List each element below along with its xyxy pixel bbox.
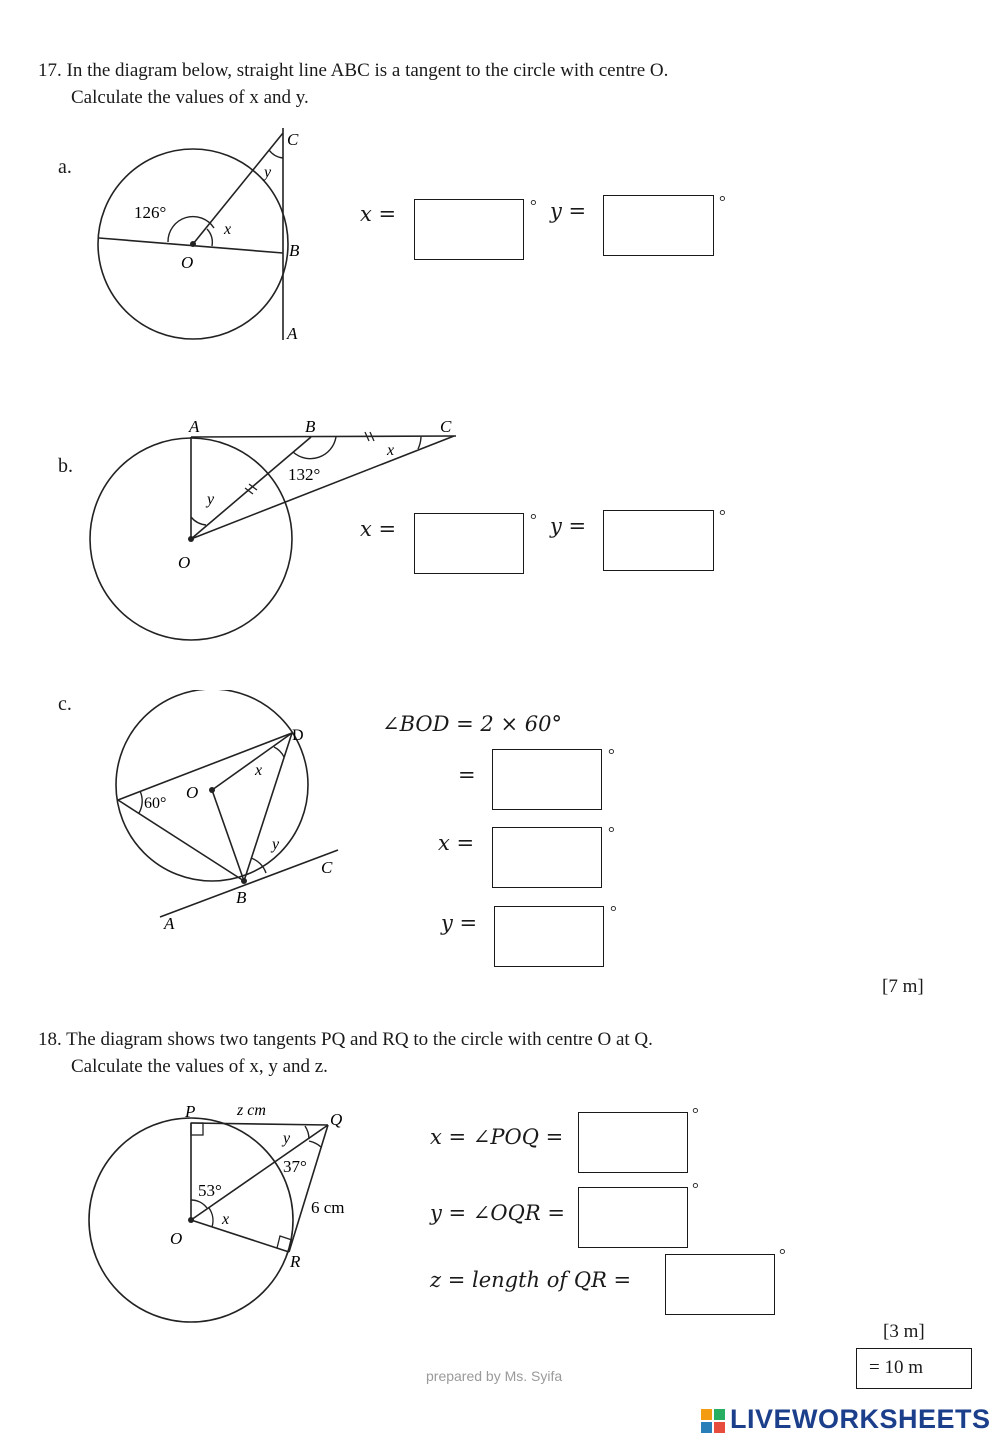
q17b-y-answer-box[interactable]	[603, 510, 714, 571]
prepared-by: prepared by Ms. Syifa	[426, 1368, 563, 1384]
q17a-diagram	[90, 125, 320, 350]
radius-or	[191, 1220, 289, 1252]
q17c-x-eq: x =	[438, 831, 475, 855]
q18-y-answer-box[interactable]	[578, 1187, 688, 1248]
q17c-equals: =	[458, 763, 476, 787]
q17b-label: b.	[58, 455, 73, 477]
y-label: y	[207, 491, 215, 508]
q17a-label: a.	[58, 156, 72, 178]
p-label: P	[185, 1102, 196, 1121]
tangent-pq	[191, 1123, 328, 1125]
a-label: A	[287, 324, 298, 343]
q17-line2: Calculate the values of x and y.	[71, 87, 309, 108]
angle-37-label: 37°	[283, 1157, 307, 1176]
q17a-x-answer-box[interactable]	[414, 199, 524, 260]
tangent-line	[160, 850, 338, 917]
d-label: D	[292, 727, 304, 744]
centre-dot	[209, 787, 215, 793]
x-label: x	[255, 762, 263, 779]
q17c-diagram	[108, 690, 348, 940]
angle-53-label: 53°	[198, 1181, 222, 1200]
q17a-y-eq: y =	[550, 199, 587, 223]
q18-line2: Calculate the values of x, y and z.	[71, 1056, 328, 1077]
q18-y-degree: °	[692, 1179, 699, 1198]
q17c-label: c.	[58, 693, 72, 715]
x-label: x	[224, 221, 232, 238]
q18-y-eq: y = ∠OQR =	[430, 1201, 565, 1225]
b-label: B	[236, 888, 247, 907]
centre-dot	[188, 536, 194, 542]
q17b-x-degree: °	[530, 510, 537, 529]
tangent-line	[191, 436, 456, 437]
o-label: O	[170, 1229, 183, 1248]
angle-60-label: 60°	[144, 795, 167, 812]
y-label: y	[264, 164, 272, 181]
q17-marks: [7 m]	[882, 976, 924, 997]
q18-z-degree: °	[779, 1245, 786, 1264]
score-box: = 10 m	[856, 1348, 972, 1389]
q17b-x-eq: x =	[360, 517, 397, 541]
o-label: O	[178, 553, 191, 572]
a-label: A	[189, 417, 200, 436]
q18-x-degree: °	[692, 1104, 699, 1123]
chord-ed	[118, 733, 292, 800]
x-label: x	[222, 1211, 230, 1228]
q17a-x-eq: x =	[360, 202, 397, 226]
radius-od	[212, 733, 292, 790]
q17c-y-eq: y =	[441, 911, 478, 935]
x-label: x	[387, 442, 395, 459]
centre-dot	[190, 241, 196, 247]
r-label: R	[290, 1252, 301, 1271]
q17c-x-answer-box[interactable]	[492, 827, 602, 888]
right-angle-p	[191, 1123, 203, 1135]
a-label: A	[164, 914, 175, 933]
liveworksheets-logo-icon	[700, 1408, 726, 1434]
q17a-y-answer-box[interactable]	[603, 195, 714, 256]
radius-ob	[212, 790, 244, 881]
q17a-y-degree: °	[719, 192, 726, 211]
q17c-bod-answer-box[interactable]	[492, 749, 602, 810]
centre-dot	[188, 1217, 194, 1223]
q18-marks: [3 m]	[883, 1321, 925, 1342]
y-label: y	[283, 1130, 291, 1147]
o-label: O	[186, 783, 199, 802]
b-label: B	[305, 417, 316, 436]
angle-126-label: 126°	[134, 203, 167, 222]
chord-eb	[118, 800, 244, 881]
q18-x-eq: x = ∠POQ =	[430, 1125, 564, 1149]
six-cm-label: 6 cm	[311, 1198, 345, 1217]
q17c-bod-degree: °	[608, 745, 615, 764]
q17-line1: 17. In the diagram below, straight line ABC is a tangent to the circle with centre O.	[38, 60, 669, 81]
q17b-x-answer-box[interactable]	[414, 513, 524, 574]
q17c-y-degree: °	[610, 902, 617, 921]
y-label: y	[272, 836, 280, 853]
point-b-dot	[241, 878, 247, 884]
q17b-y-degree: °	[719, 506, 726, 525]
q17b-diagram	[88, 410, 468, 645]
q17b-y-eq: y =	[550, 514, 587, 538]
c-label: C	[440, 417, 452, 436]
q17c-x-degree: °	[608, 823, 615, 842]
q18-z-answer-box[interactable]	[665, 1254, 775, 1315]
q17c-bod-eq: ∠BOD = 2 × 60°	[382, 712, 562, 736]
q18-diagram	[85, 1095, 375, 1335]
o-label: O	[181, 253, 194, 272]
tangent-rq	[289, 1125, 328, 1252]
q18-line1: 18. The diagram shows two tangents PQ and RQ to the circle with centre O at Q.	[38, 1029, 653, 1050]
q18-z-eq: z = length of QR =	[430, 1268, 632, 1292]
angle-132-label: 132°	[288, 465, 321, 484]
liveworksheets-logo-text[interactable]: LIVEWORKSHEETS	[730, 1404, 991, 1434]
c-label: C	[287, 130, 299, 149]
line-oq	[191, 1125, 328, 1220]
c-label: C	[321, 858, 333, 877]
q18-x-answer-box[interactable]	[578, 1112, 688, 1173]
q-label: Q	[330, 1110, 343, 1129]
q17c-y-answer-box[interactable]	[494, 906, 604, 967]
circle	[116, 690, 308, 881]
z-cm-label: z cm	[237, 1102, 266, 1119]
b-label: B	[289, 241, 300, 260]
q17a-x-degree: °	[530, 196, 537, 215]
